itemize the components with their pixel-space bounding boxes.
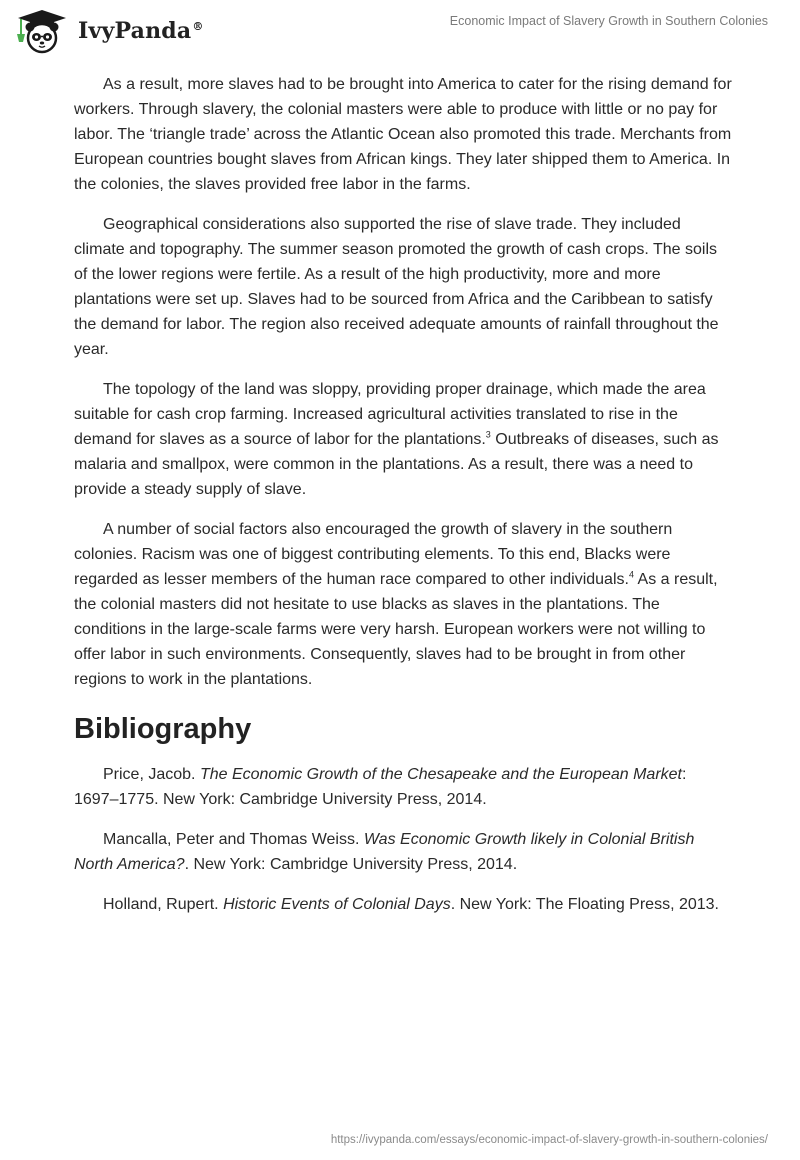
paragraph: As a result, more slaves had to be brought into America to cater for the rising demand for workers. Through slavery, the colonial masters were able to produce with little or no pay for labor. The ‘triangle trade’ across the Atlantic Ocean also promoted this trade. Merchants from European countries bought slaves from African kings. They later shipped them to America. In the colonies, the slaves provided free labor in the farms. xyxy=(74,76,732,193)
paragraph: A number of social factors also encouraged the growth of slavery in the southern colonies. Racism was one of biggest contributing elements. To this end, Blacks were regarded as lesser members of the human race compared to other individuals.$^4$ As a result, the colonial masters did not hesitate to use blacks as slaves in the plantations. The conditions in the large-scale farms were very harsh. European workers were not willing to offer labor in such environments. Consequently, slaves had to be brought in from other regions to work in the plantations. xyxy=(74,521,718,688)
panda-graduate-icon xyxy=(14,8,70,54)
document-title: Economic Impact of Slavery Growth in Southern Colonies xyxy=(449,14,768,28)
bibliography-entry: Mancalla, Peter and Thomas Weiss. Was Economic Growth likely in Colonial British North America?. New York: Cambridge University Press, 2014. xyxy=(74,831,695,873)
bibliography-heading: Bibliography xyxy=(74,713,252,745)
bibliography-entry: Holland, Rupert. Historic Events of Colonial Days. New York: The Floating Press, 2013. xyxy=(103,896,719,913)
paragraph: Geographical considerations also supported the rise of slave trade. They included climate and topography. The summer season promoted the growth of cash crops. The soils of the lower regions were fertile. As a result of the high productivity, more and more plantations were set up. Slaves had to be sourced from Africa and the Caribbean to satisfy the demand for labor. The region also received adequate amounts of rainfall throughout the year. xyxy=(74,216,719,358)
essay-content xyxy=(74,72,734,932)
bibliography-entry: Price, Jacob. The Economic Growth of the Chesapeake and the European Market: 1697–1775. New York: Cambridge University Press, 2014. xyxy=(74,766,687,808)
brand-name: IvyPanda® xyxy=(78,18,204,44)
paragraph: The topology of the land was sloppy, providing proper drainage, which made the area suitable for cash crop farming. Increased agricultural activities translated to rise in the demand for slaves as a source of labor for the plantations.$^3$ Outbreaks of diseases, such as malaria and smallpox, were common in the plantations. As a result, there was a need to provide a steady supply of slave. xyxy=(74,381,719,498)
source-url-link[interactable]: https://ivypanda.com/essays/economic-impact-of-slavery-growth-in-southern-colonies/ xyxy=(330,1134,768,1146)
brand-logo[interactable] xyxy=(14,8,204,54)
page-header xyxy=(0,0,800,60)
footnote-ref[interactable]: 4 xyxy=(628,569,634,580)
footnote-ref[interactable]: 3 xyxy=(485,429,491,440)
